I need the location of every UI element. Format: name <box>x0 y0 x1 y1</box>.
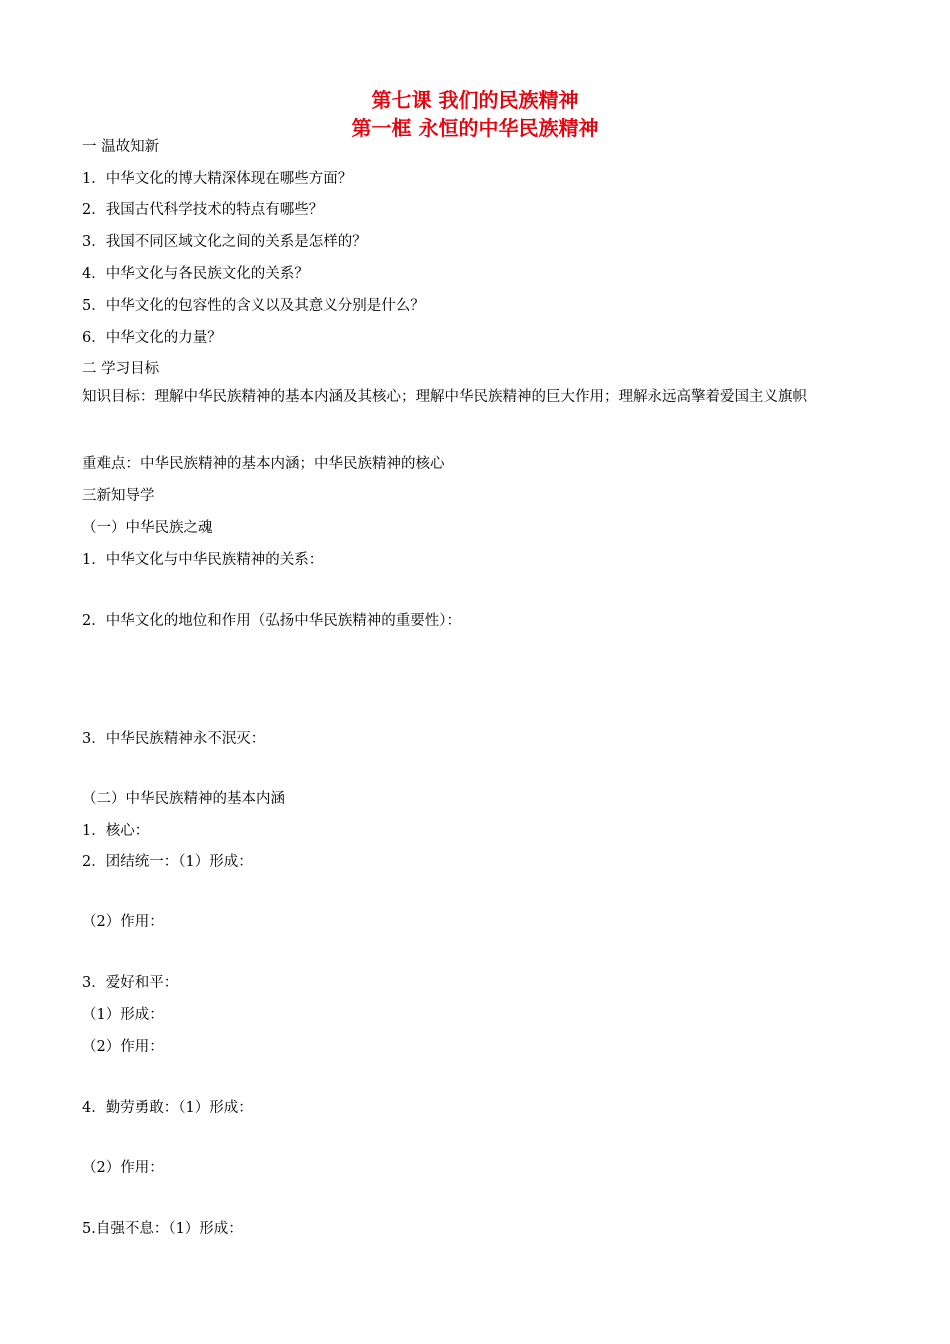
item-never-perish: 3．中华民族精神永不泯灭： <box>82 731 266 747</box>
item-status-role: 2．中华文化的地位和作用（弘扬中华民族精神的重要性）： <box>82 613 461 629</box>
subheading-soul: （一）中华民族之魂 <box>82 520 213 536</box>
heading-objectives: 二 学习目标 <box>82 361 160 377</box>
review-question-2: 2．我国古代科学技术的特点有哪些？ <box>82 202 324 218</box>
subheading-connotation: （二）中华民族精神的基本内涵 <box>82 791 285 807</box>
item-core: 1．核心： <box>82 823 150 839</box>
item-unity-role: （2）作用： <box>82 914 164 930</box>
key-points: 重难点：中华民族精神的基本内涵；中华民族精神的核心 <box>82 456 445 472</box>
item-diligence-role: （2）作用： <box>82 1160 164 1176</box>
review-question-4: 4．中华文化与各民族文化的关系？ <box>82 266 309 282</box>
section-title: 第一框 永恒的中华民族精神 <box>351 116 599 140</box>
item-unity-formation: 2．团结统一：（1）形成： <box>82 854 253 870</box>
review-question-5: 5．中华文化的包容性的含义以及其意义分别是什么？ <box>82 298 425 314</box>
heading-new-knowledge: 三新知导学 <box>82 488 155 504</box>
item-self-improvement-formation: 5.自强不息：（1）形成： <box>82 1221 243 1237</box>
item-diligence-formation: 4．勤劳勇敢：（1）形成： <box>82 1100 253 1116</box>
heading-review: 一 温故知新 <box>82 139 160 155</box>
review-question-6: 6．中华文化的力量？ <box>82 330 222 346</box>
item-peace-role: （2）作用： <box>82 1039 164 1055</box>
item-peace: 3．爱好和平： <box>82 975 179 991</box>
item-relationship: 1．中华文化与中华民族精神的关系： <box>82 552 324 568</box>
lesson-title: 第七课 我们的民族精神 <box>371 88 579 112</box>
knowledge-objective: 知识目标：理解中华民族精神的基本内涵及其核心；理解中华民族精神的巨大作用；理解永远高擎着爱国主义旗帜 <box>82 389 807 405</box>
review-question-3: 3．我国不同区域文化之间的关系是怎样的？ <box>82 234 367 250</box>
review-question-1: 1．中华文化的博大精深体现在哪些方面？ <box>82 171 353 187</box>
item-peace-formation: （1）形成： <box>82 1007 164 1023</box>
